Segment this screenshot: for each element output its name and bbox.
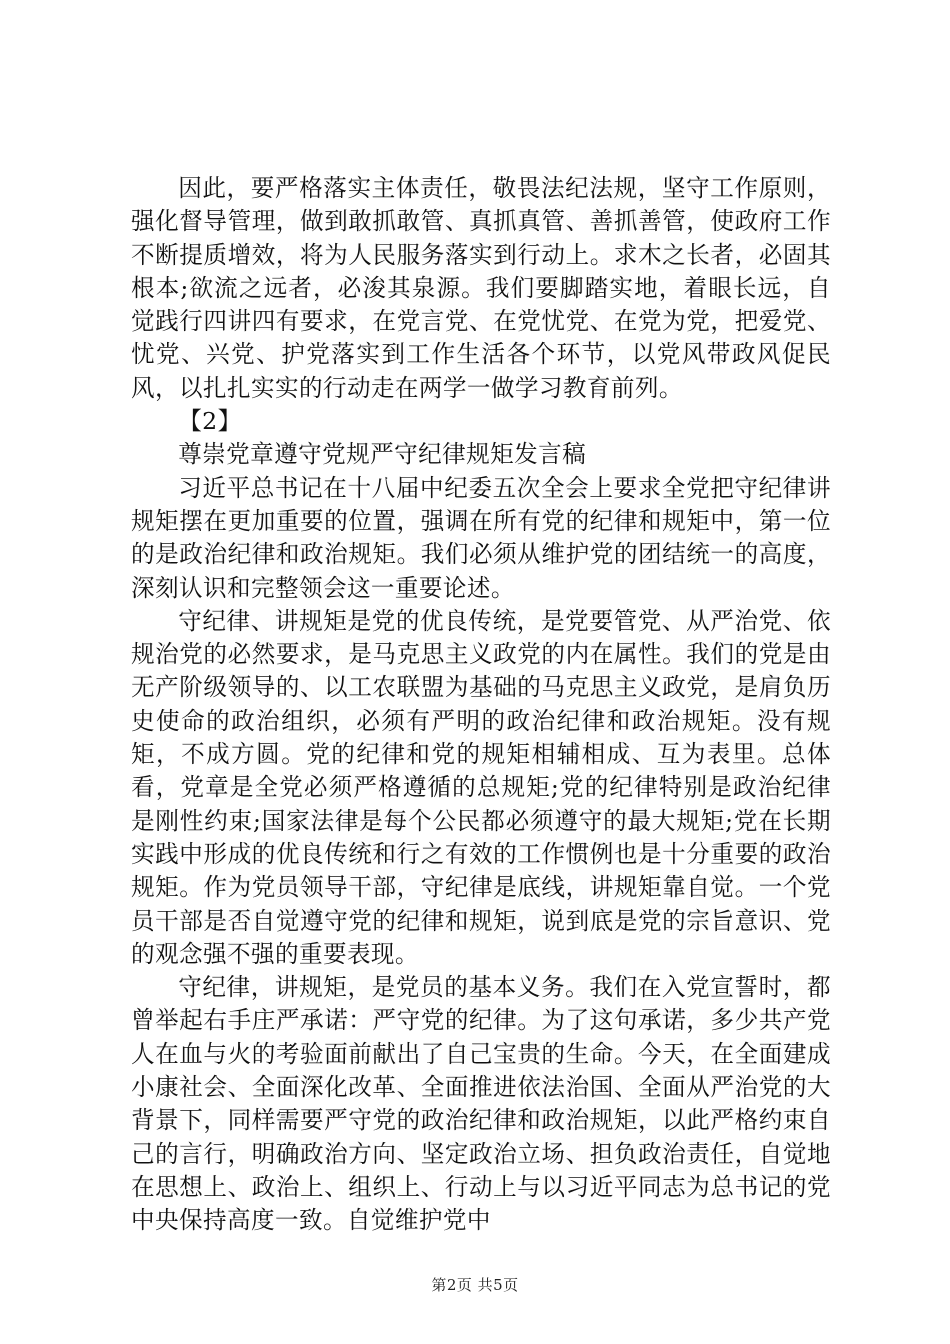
paragraph-4: 守纪律，讲规矩，是党员的基本义务。我们在入党宣誓时，都曾举起右手庄严承诺：严守党的纪律。为了这句承诺，多少共产党人在血与火的考验面前献出了自己宝贵的生命。今天，在全面建成小康社会、全面深化改革、全面推进依法治国、全面从严治党的大背景下，同样需要严守党的政治纪律和政治规矩，以此严格约束自己的言行，明确政治方向、坚定政治立场、担负政治责任，自觉地在思想上、政治上、组织上、行动上与以习近平同志为总书记的党中央保持高度一致。自觉维护党中 [131, 973, 831, 1235]
document-body [131, 172, 831, 1238]
section-title: 尊崇党章遵守党规严守纪律规矩发言稿 [178, 440, 587, 469]
paragraph-3: 守纪律、讲规矩是党的优良传统，是党要管党、从严治党、依规治党的必然要求，是马克思主义政党的内在属性。我们的党是由无产阶级领导的、以工农联盟为基础的马克思主义政党，是肩负历史使命的政治组织，必须有严明的政治纪律和政治规矩。没有规矩，不成方圆。党的纪律和党的规矩相辅相成、互为表里。总体看，党章是全党必须严格遵循的总规矩;党的纪律特别是政治纪律是刚性约束;国家法律是每个公民都必须遵守的最大规矩;党在长期实践中形成的优良传统和行之有效的工作惯例也是十分重要的政治规矩。作为党员领导干部，守纪律是底线，讲规矩靠自觉。一个党员干部是否自觉遵守党的纪律和规矩，说到底是党的宗旨意识、党的观念强不强的重要表现。 [131, 606, 831, 968]
section-number: 【2】 [178, 407, 242, 436]
paragraph-2: 习近平总书记在十八届中纪委五次全会上要求全党把守纪律讲规矩摆在更加重要的位置，强调在所有党的纪律和规矩中，第一位的是政治纪律和政治规矩。我们必须从维护党的团结统一的高度，深刻认识和完整领会这一重要论述。 [131, 473, 831, 602]
paragraph-1: 因此，要严格落实主体责任，敬畏法纪法规，坚守工作原则，强化督导管理，做到敢抓敢管、真抓真管、善抓善管，使政府工作不断提质增效，将为人民服务落实到行动上。求木之长者，必固其根本;欲流之远者，必浚其泉源。我们要脚踏实地，着眼长远，自觉践行四讲四有要求，在党言党、在党忧党、在党为党，把爱党、忧党、兴党、护党落实到工作生活各个环节，以党风带政风促民风，以扎扎实实的行动走在两学一做学习教育前列。 [131, 174, 831, 402]
page-number-footer: 第2页 共5页 [431, 1276, 519, 1294]
